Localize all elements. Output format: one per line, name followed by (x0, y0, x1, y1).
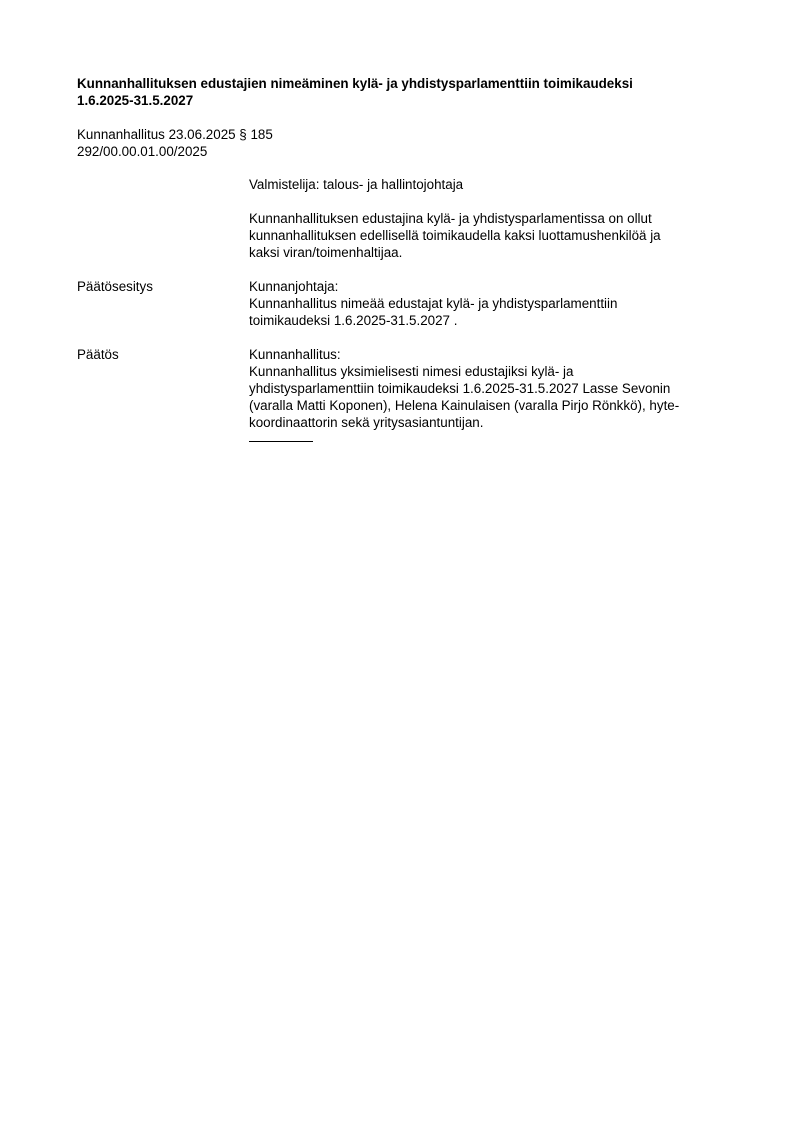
decision-block (249, 346, 729, 431)
background-block (249, 210, 729, 261)
decision-line-4: koordinaattorin sekä yritysasiantuntijan. (249, 415, 484, 430)
meeting-meta (77, 126, 273, 160)
title-line-2: 1.6.2025-31.5.2027 (77, 93, 194, 108)
background-line-2: kunnanhallituksen edellisellä toimikaudella kaksi luottamushenkilöä ja (249, 228, 661, 243)
decision-line-3: (varalla Matti Koponen), Helena Kainulaisen (varalla Pirjo Rönkkö), hyte- (249, 398, 680, 413)
proposal-block (249, 278, 729, 329)
decision-speaker: Kunnanhallitus: (249, 347, 341, 362)
document-title (77, 75, 737, 109)
decision-label: Päätös (77, 347, 119, 362)
background-line-1: Kunnanhallituksen edustajina kylä- ja yhdistysparlamentissa on ollut (249, 211, 652, 226)
title-line-1: Kunnanhallituksen edustajien nimeäminen kylä- ja yhdistysparlamenttiin toimikaudeksi (77, 76, 633, 91)
record-number: 292/00.00.01.00/2025 (77, 144, 208, 159)
meeting-reference: Kunnanhallitus 23.06.2025 § 185 (77, 127, 273, 142)
background-line-3: kaksi viran/toimenhaltijaa. (249, 245, 403, 260)
proposal-label: Päätösesitys (77, 279, 153, 294)
preparer-text: Valmistelija: talous- ja hallintojohtaja (249, 177, 464, 192)
signature-rule (249, 441, 313, 442)
decision-line-2: yhdistysparlamenttiin toimikaudeksi 1.6.2025-31.5.2027 Lasse Sevonin (249, 381, 671, 396)
proposal-line-2: toimikaudeksi 1.6.2025-31.5.2027 . (249, 313, 458, 328)
proposal-speaker: Kunnanjohtaja: (249, 279, 339, 294)
preparer-block (249, 176, 729, 193)
decision-line-1: Kunnanhallitus yksimielisesti nimesi edustajiksi kylä- ja (249, 364, 574, 379)
proposal-line-1: Kunnanhallitus nimeää edustajat kylä- ja yhdistysparlamenttiin (249, 296, 618, 311)
